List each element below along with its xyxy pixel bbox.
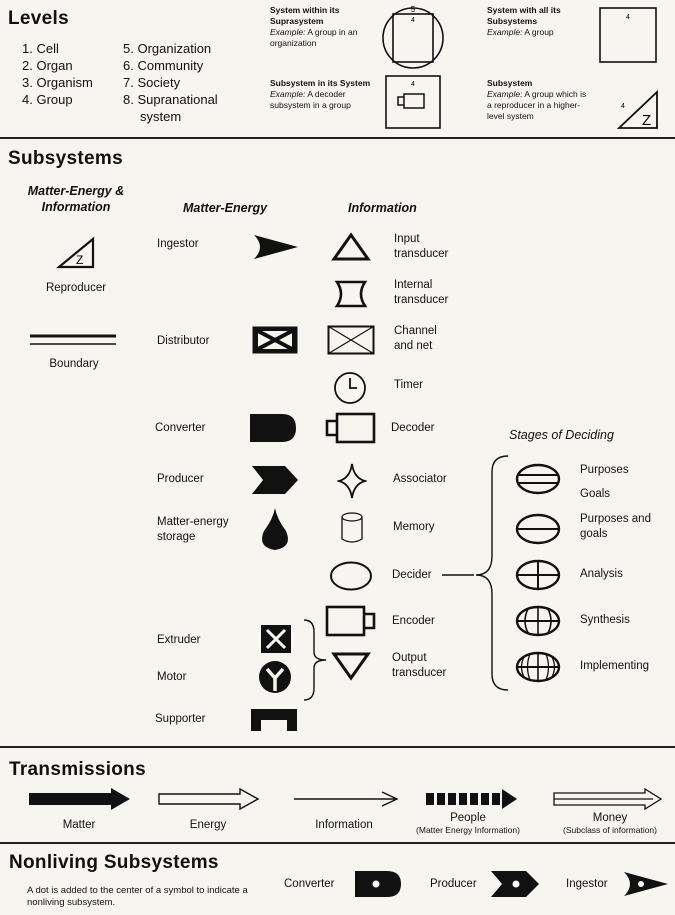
level-item: 5. Organization [123,41,212,56]
example-text: A group in an organization [270,27,358,48]
example-label: Example: [270,27,306,37]
stage-goals-label: Goals [580,488,611,500]
subsystem-in-system-icon [384,74,442,130]
system-within-suprasystem-icon [381,2,445,70]
stages-title: Stages of Deciding [509,428,614,442]
level-item: 4. Group [22,92,73,107]
memory-icon [340,511,364,545]
divider [0,842,675,844]
level-box-subsystem [487,78,587,122]
purposes-goals-stage-icon [515,463,561,495]
decoder-label: Decoder [391,422,435,434]
producer-icon [251,465,299,495]
extruder-icon [260,624,292,654]
distributor-label: Distributor [157,335,210,347]
level-item: 1. Cell [22,41,59,56]
example-text: A group [524,27,554,37]
money-label: Money [592,812,628,824]
nonliving-note: A dot is added to the center of a symbol to indicate a nonliving subsystem. [27,885,248,908]
digit-4: 4 [411,17,415,24]
matter-arrow-icon [29,788,131,810]
motor-icon [258,660,292,694]
analysis-stage-icon [515,559,561,591]
timer-label: Timer [394,379,423,391]
level-item: 6. Community [123,58,204,73]
nonliving-ingestor-label: Ingestor [566,878,608,890]
extruder-label: Extruder [157,634,201,646]
digit-4: 4 [626,14,630,21]
stages-bracket-icon [442,452,512,692]
memory-label: Memory [393,521,435,533]
reproducer-subsystem-icon [613,86,663,132]
stage-synthesis-label: Synthesis [580,614,630,626]
converter-label: Converter [155,422,206,434]
level-box-title: Subsystem [487,78,533,88]
subsystems-title: Subsystems [8,148,123,169]
system-all-subsystems-icon [598,6,658,64]
internal-transducer-icon [334,280,368,308]
digit-4: 4 [621,103,625,110]
supporter-icon [250,708,298,732]
distributor-icon [251,325,299,355]
nonliving-ingestor-icon [622,870,670,898]
stage-purposes-label: Purposes [580,464,629,476]
level-item: system [140,109,182,124]
information-arrow-icon [294,790,400,808]
input-transducer-label: Input transducer [394,233,449,260]
level-item: 2. Organ [22,58,73,73]
information-label: Information [315,819,373,831]
levels-list-left [22,40,117,108]
level-item: 7. Society [123,75,181,90]
energy-label: Energy [189,819,227,831]
producer-label: Producer [157,473,204,485]
people-arrow-icon [426,788,518,810]
output-transducer-icon [331,651,371,681]
reproducer-icon [55,236,97,270]
level-box-title: System with all its Subsystems [487,5,561,26]
stage-implementing-label: Implementing [580,660,650,672]
output-transducer-label: Output transducer [392,652,447,679]
synthesis-stage-icon [515,605,561,637]
example-label: Example: [270,89,306,99]
implementing-stage-icon [515,651,561,683]
ingestor-icon [252,233,300,261]
input-transducer-icon [331,232,371,262]
levels-list-right [123,40,243,125]
transmissions-title: Transmissions [9,759,146,780]
nonliving-converter-label: Converter [284,878,335,890]
channel-net-label: Channel and net [394,325,437,352]
money-arrow-icon [553,788,663,810]
storage-icon [259,507,291,551]
z-letter: Z [76,253,84,267]
motor-label: Motor [157,671,187,683]
stage-purposes-goals-label: Purposes and goals [580,513,651,540]
matter-label: Matter [62,819,96,831]
nonliving-title: Nonliving Subsystems [9,852,219,873]
people-label: People [450,812,486,824]
example-text: A decoder subsystem in a group [270,89,351,110]
internal-transducer-label: Internal transducer [394,279,449,306]
boundary-icon [30,333,116,349]
nonliving-producer-icon [490,870,540,898]
associator-icon [337,462,367,500]
digit-4: 4 [411,81,415,88]
level-item: 3. Organism [22,75,93,90]
level-box-title: System within its Suprasystem [270,5,340,26]
supporter-label: Supporter [155,713,206,725]
people-sublabel: (Matter Energy Information) [416,825,520,835]
storage-label: Matter-energy storage [157,516,229,543]
channel-net-icon [327,325,375,355]
col-header-info: Information [348,201,417,215]
level-box-all [487,5,587,38]
stage-analysis-label: Analysis [580,568,623,580]
example-label: Example: [487,27,523,37]
col-header-me-info: Matter-Energy & Information [27,184,125,214]
converter-icon [249,413,297,443]
decider-icon [329,560,373,592]
level-box-within [270,5,380,49]
level-item: 8. Supranational [123,92,218,107]
nonliving-producer-label: Producer [430,878,477,890]
associator-label: Associator [393,473,447,485]
purposes-and-goals-stage-icon [515,513,561,545]
example-text: A group which is a reproducer in a higher-level system [487,89,587,121]
decider-label: Decider [392,569,432,581]
energy-arrow-icon [158,788,260,810]
boundary-label: Boundary [49,358,99,370]
levels-title: Levels [8,8,69,29]
decoder-icon [324,412,376,444]
nonliving-converter-icon [354,870,402,898]
z-letter: Z [642,112,652,129]
example-label: Example: [487,89,523,99]
digit-5: 5 [410,5,416,14]
col-header-me: Matter-Energy [183,201,268,215]
money-sublabel: (Subclass of information) [562,825,657,835]
reproducer-label: Reproducer [45,282,107,294]
divider [0,137,675,139]
ingestor-label: Ingestor [157,238,199,250]
level-box-title: Subsystem in its System [270,78,371,88]
timer-icon [333,371,367,405]
divider [0,746,675,748]
level-box-subsys-in [270,78,378,111]
encoder-icon [325,605,377,637]
encoder-label: Encoder [392,615,435,627]
